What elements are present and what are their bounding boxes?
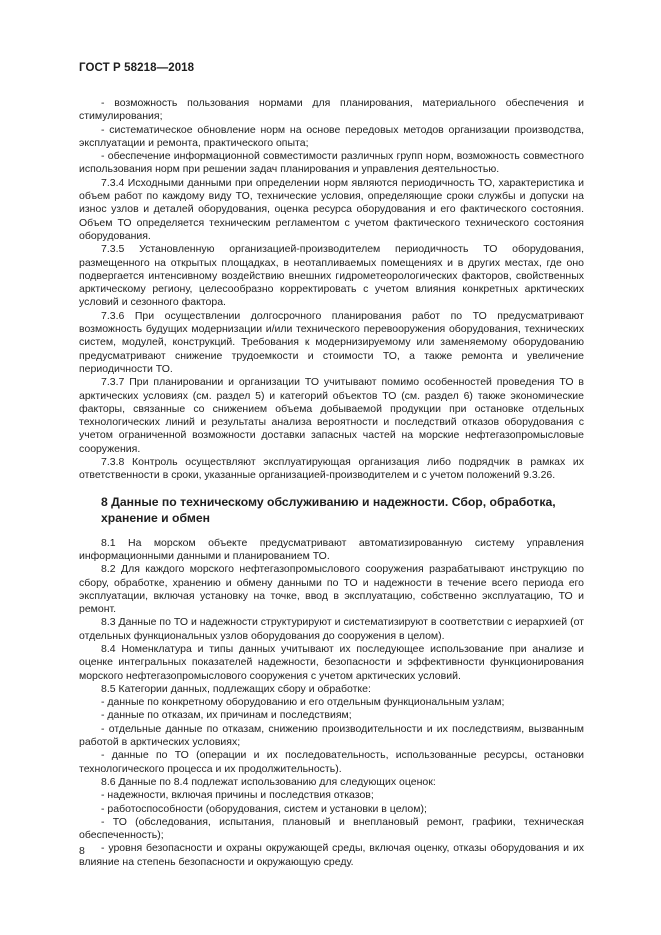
paragraph-7-3-5: 7.3.5 Установленную организацией-производителем периодичность ТО оборудования, размещенного на открытых площадках, в неотапливаемых помещениях и в других местах, где оно подвергается интенсивному воздействию внешних гидрометеорологических факторов, свойственных арктическому региону, целесообразно корректировать с учетом влияния конкретных арктических условий и сезонного фактора. (79, 243, 584, 309)
list-item: - возможность пользования нормами для планирования, материального обеспечения и стимулирования; (79, 97, 584, 123)
list-item: - систематическое обновление норм на основе передовых методов организации производства, эксплуатации и ремонта, практического опыта; (79, 123, 584, 149)
paragraph-8-5: 8.5 Категории данных, подлежащих сбору и обработке: (101, 682, 371, 695)
list-item: - данные по отказам, их причинам и последствиям; (101, 709, 352, 722)
paragraph-8-3: 8.3 Данные по ТО и надежности структурируют и систематизируют в соответствии с иерархией (от отдельных функциональных узлов оборудования до сооружения в целом). (79, 616, 584, 642)
list-item: - ТО (обследования, испытания, плановый и внеплановый ремонт, графики, техническая обеспеченность); (79, 815, 584, 842)
paragraph-7-3-4: 7.3.4 Исходными данными при определении норм являются периодичность ТО, характеристика и объем работ по каждому виду ТО, технические условия, определяющие сроки службы и допуски на износ узлов и деталей оборудования, оценка ресурса оборудования и его фактического состояния. Объем ТО определяется техническим регламентом с учетом фактического технического состояния оборудования. (79, 176, 584, 242)
page-number: 8 (79, 845, 85, 857)
paragraph-8-6: 8.6 Данные по 8.4 подлежат использованию для следующих оценок: (101, 775, 436, 788)
list-item: - надежности, включая причины и последствия отказов; (101, 789, 374, 802)
section-heading: 8 Данные по техническому обслуживанию и надежности. Сбор, обработка, хранение и обмен (101, 494, 556, 526)
list-item: - данные по конкретному оборудованию и его отдельным функциональным узлам; (101, 696, 505, 709)
paragraph-7-3-7: 7.3.7 При планировании и организации ТО учитывают помимо особенностей проведения ТО в арктических условиях (см. раздел 5) и категорий объектов ТО (см. раздел 6) также экономические факторы, связанные со снижением объема добываемой продукции при остановке отдельных технологических линий и результаты анализа вероятности и последствий отказов оборудования с учетом ограниченной возможности доставки запасных частей на морские нефтегазопромысловые сооружения. (79, 376, 584, 455)
document-header: ГОСТ Р 58218—2018 (79, 62, 195, 74)
list-item: - работоспособности (оборудования, систем и установки в целом); (101, 802, 427, 815)
paragraph-8-2: 8.2 Для каждого морского нефтегазопромыслового сооружения разрабатывают инструкцию по сбору, обработке, хранению и обмену данными по ТО и надежности в течение всего периода его эксплуатации, включая установку на точке, ввод в эксплуатацию, собственно эксплуатацию, ТО и ремонт. (79, 563, 584, 616)
paragraph-8-4: 8.4 Номенклатура и типы данных учитывают их последующее использование при анализе и оценке интегральных показателей надежности, безопасности и эффективности функционирования морского нефтегазопромыслового сооружения с учетом арктических условий. (79, 642, 584, 682)
paragraph-7-3-6: 7.3.6 При осуществлении долгосрочного планирования работ по ТО предусматривают возможность будущих модернизации и/или технического перевооружения оборудования, технических систем, модулей, конструкций. Требования к модернизируемому или заменяемому оборудованию предусматривают снижение трудоемкости и стоимости ТО, а также ремонта и увеличение периодичности ТО. (79, 309, 584, 375)
list-item: - уровня безопасности и охраны окружающей среды, включая оценку, отказы оборудования и их влияние на степень безопасности и окружающую среду. (79, 842, 584, 868)
list-item: - обеспечение информационной совместимости различных групп норм, возможность совместного использования норм при решении задач планирования и управления деятельностью. (79, 150, 584, 176)
paragraph-8-1: 8.1 На морском объекте предусматривают автоматизированную систему управления информационными данными и планированием ТО. (79, 536, 584, 562)
list-item: - отдельные данные по отказам, снижению производительности и их последствиям, вызванным работой в арктических условиях; (79, 722, 584, 749)
page-content (79, 97, 584, 869)
list-item: - данные по ТО (операции и их последовательность, использованные ресурсы, остановки технологического процесса и их продолжительность). (79, 749, 584, 775)
paragraph-7-3-8: 7.3.8 Контроль осуществляют эксплуатирующая организация либо подрядчик в рамках их ответственности в сроки, указанные организацией-производителем и с учетом положений 9.3.26. (79, 456, 584, 482)
